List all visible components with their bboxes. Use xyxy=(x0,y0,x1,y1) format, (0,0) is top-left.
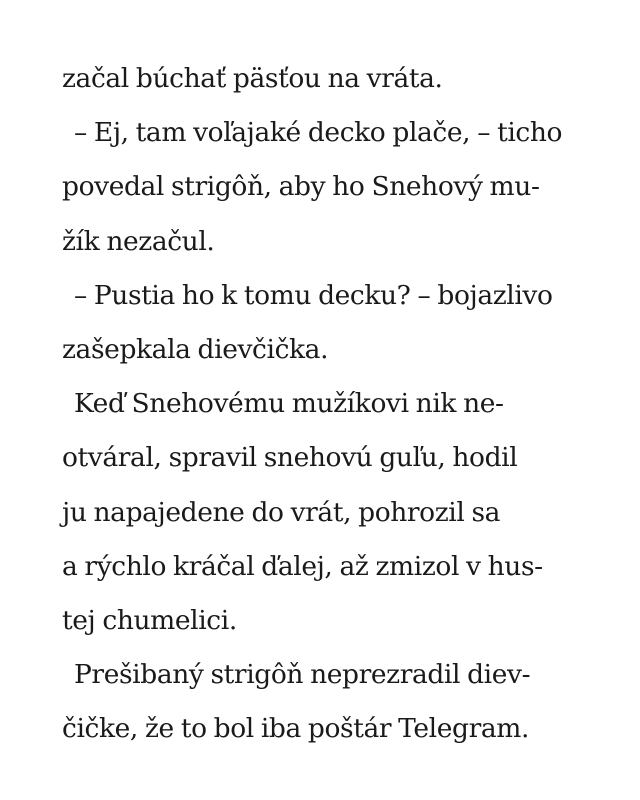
text-line: čičke, že to bol iba poštár Telegram. xyxy=(62,713,530,745)
text-line: tej chumelici. xyxy=(62,604,237,636)
body-text xyxy=(62,52,602,756)
text-line: povedal strigôň, aby ho Snehový mu- xyxy=(62,171,540,203)
text-line: Keď Snehovému mužíkovi nik ne- xyxy=(74,388,504,420)
text-line: – Ej, tam voľajaké decko plače, – ticho xyxy=(74,117,563,149)
text-line: – Pustia ho k tomu decku? – bojazlivo xyxy=(74,279,553,311)
text-line: žík nezačul. xyxy=(62,225,215,257)
text-line: zašepkala dievčička. xyxy=(62,333,329,365)
text-line: a rýchlo kráčal ďalej, až zmizol v hus- xyxy=(62,550,543,582)
text-line: Prešibaný strigôň neprezradil diev- xyxy=(74,659,531,691)
text-line: otváral, spravil snehovú guľu, hodil xyxy=(62,442,518,474)
text-line: začal búchať päsťou na vráta. xyxy=(62,63,443,94)
text-line: ju napajedene do vrát, pohrozil sa xyxy=(62,496,501,528)
